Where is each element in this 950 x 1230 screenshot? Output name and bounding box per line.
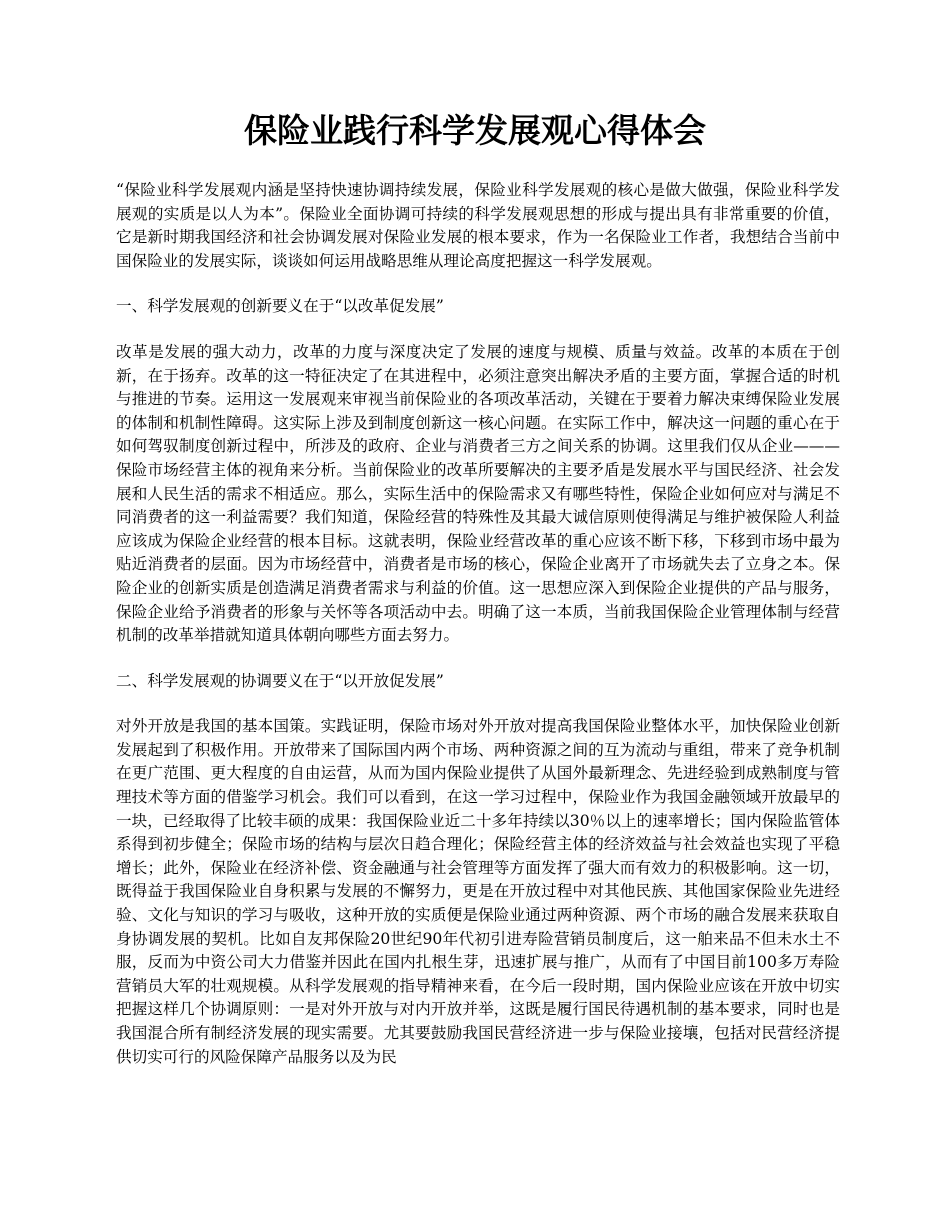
document-body [116,179,840,1091]
section-paragraph-2: 对外开放是我国的基本国策。实践证明，保险市场对外开放对提高我国保险业整体水平，加快保险业创新发展起到了积极作用。开放带来了国际国内两个市场、两种资源之间的互为流动与重组，带来了竞争机制在更广范围、更大程度的自由运营，从而为国内保险业提供了从国外最新理念、先进经验到成熟制度与管理技术等方面的借鉴学习机会。我们可以看到，在这一学习过程中，保险业作为我国金融领域开放最早的一块，已经取得了比较丰硕的成果：我国保险业近二十多年持续以30％以上的速率增长；国内保险监管体系得到初步健全；保险市场的结构与层次日趋合理化；保险经营主体的经济效益与社会效益也实现了平稳增长；此外，保险业在经济补偿、资金融通与社会管理等方面发挥了强大而有效力的积极影响。这一切，既得益于我国保险业自身积累与发展的不懈努力，更是在开放过程中对其他民族、其他国家保险业先进经验、文化与知识的学习与吸收，这种开放的实质便是保险业通过两种资源、两个市场的融合发展来获取自身协调发展的契机。比如自友邦保险20世纪90年代初引进寿险营销员制度后，这一舶来品不但未水土不服，反而为中资公司大力借鉴并因此在国内扎根生芽，迅速扩展与推广，从而有了中国目前100多万寿险营销员大军的壮观规模。从科学发展观的指导精神来看，在今后一段时期，国内保险业应该在开放中切实把握这样几个协调原则：一是对外开放与对内开放并举，这既是履行国民待遇机制的基本要求，同时也是我国混合所有制经济发展的现实需要。尤其要鼓励我国民营经济进一步与保险业接壤，包括对民营经济提供切实可行的风险保障产品服务以及为民 [116,717,840,1066]
section-paragraph-1: 改革是发展的强大动力，改革的力度与深度决定了发展的速度与规模、质量与效益。改革的本质在于创新，在于扬弃。改革的这一特征决定了在其进程中，必须注意突出解决矛盾的主要方面，掌握合适的时机与推进的节奏。运用这一发展观来审视当前保险业的各项改革活动，关键在于要着力解决束缚保险业发展的体制和机制性障碍。这实际上涉及到制度创新这一核心问题。在实际工作中，解决这一问题的重心在于如何驾驭制度创新过程中，所涉及的政府、企业与消费者三方之间关系的协调。这里我们仅从企业———保险市场经营主体的视角来分析。当前保险业的改革所要解决的主要矛盾是发展水平与国民经济、社会发展和人民生活的需求不相适应。那么，实际生活中的保险需求又有哪些特性，保险企业如何应对与满足不同消费者的这一利益需要？我们知道，保险经营的特殊性及其最大诚信原则使得满足与维护被保险人利益应该成为保险企业经营的根本目标。这就表明，保险业经营改革的重心应该不断下移，下移到市场中最为贴近消费者的层面。因为市场经营中，消费者是市场的核心，保险企业离开了市场就失去了立身之本。保险企业的创新实质是创造满足消费者需求与利益的价值。这一思想应深入到保险企业提供的产品与服务，保险企业给予消费者的形象与关怀等各项活动中去。明确了这一本质，当前我国保险企业管理体制与经营机制的改革举措就知道具体朝向哪些方面去努力。 [116,342,840,645]
section-heading-2: 二、科学发展观的协调要义在于“以开放促发展” [116,671,444,690]
section-heading-1: 一、科学发展观的创新要义在于“以改革促发展” [116,297,444,316]
intro-paragraph: “保险业科学发展观内涵是坚持快速协调持续发展，保险业科学发展观的核心是做大做强，保险业科学发展观的实质是以人为本”。保险业全面协调可持续的科学发展观思想的形成与提出具有非常重要的价值，它是新时期我国经济和社会协调发展对保险业发展的根本要求，作为一名保险业工作者，我想结合当前中国保险业的发展实际，谈谈如何运用战略思维从理论高度把握这一科学发展观。 [116,181,840,270]
document-title: 保险业践行科学发展观心得体会 [244,111,706,150]
